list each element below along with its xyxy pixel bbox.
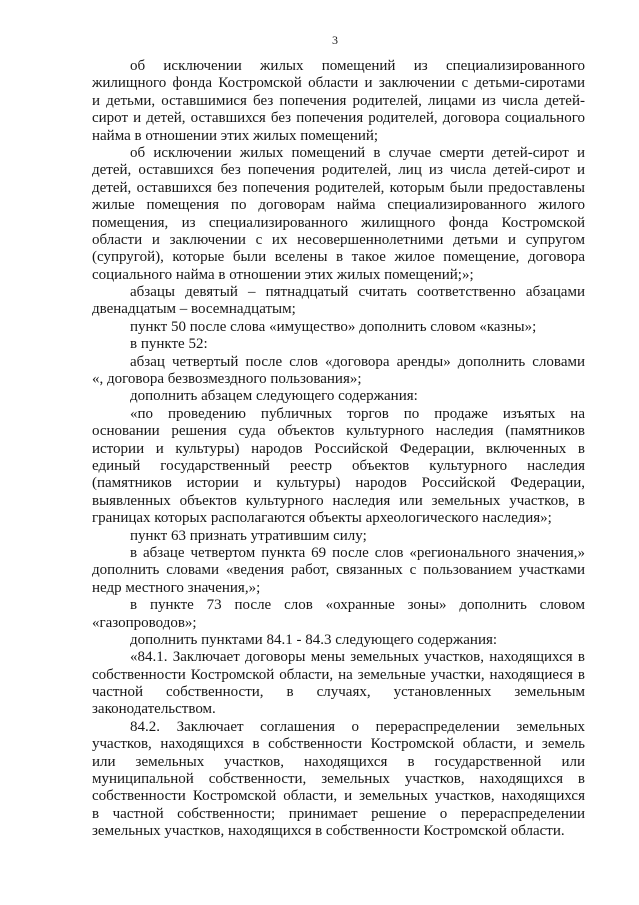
text-line: выявленных объектов культурного наследия или земельных участков, в <box>92 492 585 509</box>
paragraph <box>92 406 585 528</box>
text-line: единый государственный реестр объектов культурного наследия <box>92 457 585 474</box>
text-line: абзацы девятый – пятнадцатый считать соответственно абзацами <box>130 284 585 301</box>
paragraph <box>92 336 585 353</box>
text-line: пункт 63 признать утратившим силу; <box>130 527 367 544</box>
paragraph <box>92 319 585 336</box>
text-line: в частной собственности; принимает решение о перераспределении <box>92 805 585 822</box>
text-line: в абзаце четвертом пункта 69 после слов «регионального значения,» <box>130 544 585 561</box>
text-line: законодательством. <box>92 701 216 718</box>
text-line: жилищного фонда Костромской области и заключении с детьми-сиротами <box>92 75 585 92</box>
text-line: частной собственности, в случаях, установленных земельным <box>92 684 585 701</box>
text-line: пункт 50 после слова «имущество» дополнить словом «казны»; <box>130 318 537 335</box>
paragraph <box>92 284 585 319</box>
text-line: дополнить абзацем следующего содержания: <box>130 388 418 405</box>
page-number: 3 <box>332 33 338 47</box>
paragraph <box>92 719 585 841</box>
text-line: «газопроводов»; <box>92 614 197 631</box>
text-line: земельных участков, находящихся в собственности Костромской области. <box>92 823 565 840</box>
text-line: помещения, из специализированного жилищного фонда Костромской <box>92 214 585 231</box>
text-line: в пункте 73 после слов «охранные зоны» дополнить словом <box>130 597 585 614</box>
text-line: социального найма в отношении этих жилых помещений;»; <box>92 266 474 283</box>
text-line: об исключении жилых помещений из специализированного <box>130 58 585 74</box>
text-line: или земельных участков, находящихся в государственной или <box>92 753 585 770</box>
text-line: дополнить пунктами 84.1 - 84.3 следующего содержания: <box>130 631 498 648</box>
text-line: (памятников истории и культуры) народов Российской Федерации, <box>92 475 585 492</box>
text-line: участков, находящихся в собственности Костромской области, и земель <box>92 736 585 753</box>
text-line: собственности Костромской области, и земельных участков, находящихся <box>92 788 585 805</box>
paragraph <box>92 58 585 145</box>
paragraph <box>92 528 585 545</box>
text-line: недр местного значения,»; <box>92 579 261 596</box>
text-line: «по проведению публичных торгов по продаже изъятых на <box>130 405 585 422</box>
text-line: найма в отношении этих жилых помещений; <box>92 127 379 144</box>
paragraph <box>92 597 585 632</box>
text-line: об исключении жилых помещений в случае смерти детей-сирот и <box>130 144 585 161</box>
document-body <box>92 58 585 841</box>
text-line: «, договора безвозмездного пользования»; <box>92 371 362 388</box>
text-line: (супругой), которые были вселены в такое жилое помещение, договора <box>92 249 585 266</box>
text-line: и детьми, оставшимися без попечения родителей, лицами из числа детей- <box>92 92 585 109</box>
text-line: 84.2. Заключает соглашения о перераспределении земельных <box>130 718 585 735</box>
text-line: детей, оставшихся без попечения родителей, лиц из числа детей-сирот и <box>92 162 585 179</box>
text-line: муниципальной собственности, земельных участков, находящихся в <box>92 771 585 788</box>
text-line: двенадцатым – восемнадцатым; <box>92 301 296 318</box>
text-line: основании решения суда объектов культурного наследия (памятников <box>92 423 585 440</box>
text-line: истории и культуры) народов Российской Федерации, включенных в <box>92 440 585 457</box>
paragraph <box>92 632 585 649</box>
text-line: детей, оставшихся без попечения родителей, которым были предоставлены <box>92 179 585 196</box>
paragraph <box>92 354 585 389</box>
text-line: сирот и детей, оставшихся без попечения родителей, договора социального <box>92 110 585 127</box>
text-line: абзац четвертый после слов «договора аренды» дополнить словами <box>130 353 585 370</box>
text-line: жилые помещения по договорам найма специализированного жилого <box>92 197 585 214</box>
text-line: собственности Костромской области, на земельные участки, находящиеся в <box>92 666 585 683</box>
text-line: «84.1. Заключает договоры мены земельных участков, находящихся в <box>130 649 585 666</box>
text-line: в пункте 52: <box>130 336 208 353</box>
text-line: дополнить словами «ведения работ, связанных с пользованием участками <box>92 562 585 579</box>
paragraph <box>92 545 585 597</box>
paragraph <box>92 649 585 719</box>
text-line: границах которых располагаются объекты археологического наследия»; <box>92 510 552 527</box>
paragraph <box>92 145 585 284</box>
text-line: области и заключении с их несовершеннолетними детьми и супругом <box>92 231 585 248</box>
paragraph <box>92 388 585 405</box>
